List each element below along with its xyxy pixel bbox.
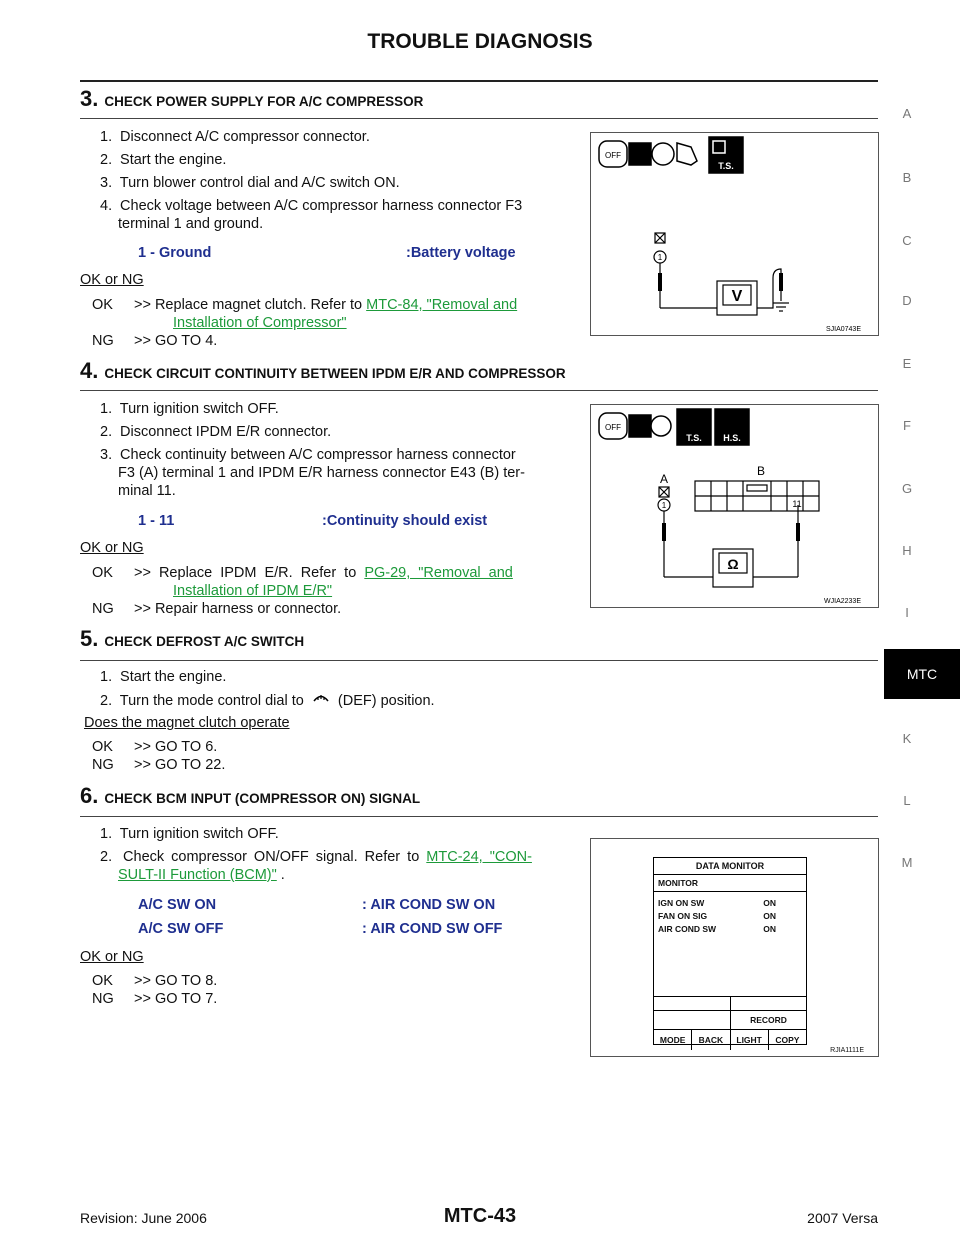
data-monitor-figure [590,838,879,1057]
step-4-heading [80,358,566,384]
monitor-row: FAN ON SIG ON [658,911,776,921]
step-3-item-1: 1. Disconnect A/C compressor connector. [100,129,370,145]
sidebar-letter-a[interactable]: A [902,106,912,121]
sidebar-letter-f[interactable]: F [903,418,911,433]
page-title: TROUBLE DIAGNOSIS [367,30,593,53]
step-rule [80,390,878,391]
step-6-heading [80,783,420,809]
svg-text:OFF: OFF [605,151,621,160]
step-4-item-3-cont: F3 (A) terminal 1 and IPDM E/R harness connector E43 (B) ter- [118,465,525,481]
svg-text:T.S.: T.S. [686,433,702,443]
step-6-item-2: 2. Check compressor ON/OFF signal. Refer to MTC-24, "CON- [100,849,532,865]
ok-or-ng-label: OK or NG [80,540,144,556]
link-pg-29[interactable]: PG-29, "Removal and [364,565,513,581]
pin-11-label: 11 [792,499,802,509]
spec-value: :Continuity should exist [322,513,488,529]
sidebar-letter-e[interactable]: E [902,356,912,371]
svg-text:V: V [731,288,743,305]
link-mtc-24[interactable]: MTC-24, "CON- [426,849,532,865]
connector-b-label: B [756,464,766,478]
step-3-item-4-cont: terminal 1 and ground. [118,216,264,232]
step-4-item-1: 1. Turn ignition switch OFF. [100,401,279,417]
step-title: CHECK BCM INPUT (COMPRESSOR ON) SIGNAL [104,791,421,806]
spec-value: : AIR COND SW ON [362,897,496,913]
footer-page-number: MTC-43 [443,1205,517,1227]
figure-code: WJIA2233E [824,598,861,605]
ok-result: OK >> Replace IPDM E/R. Refer to PG-29, "Removal and [92,565,513,581]
mode-button[interactable]: MODE [654,1030,692,1050]
link-mtc-84-cont[interactable]: Installation of Compressor" [173,315,347,331]
light-button[interactable]: LIGHT [731,1030,769,1050]
step-number: 5. [80,626,99,651]
step-3-item-2: 2. Start the engine. [100,152,227,168]
spec-label: A/C SW OFF [138,921,224,937]
spec-label: 1 - Ground [138,245,212,261]
sidebar-tab-mtc[interactable]: MTC [884,649,960,699]
figure-code: SJIA0743E [825,326,861,333]
ok-result: OK >> GO TO 6. [92,739,218,755]
step-3-heading [80,86,423,112]
spec-label: 1 - 11 [138,513,175,529]
continuity-check-diagram [591,405,878,607]
voltage-check-figure [590,132,879,336]
screen-buttons [654,1030,806,1050]
copy-button[interactable]: COPY [775,1035,800,1045]
sidebar-letter-h[interactable]: H [902,543,912,558]
footer-model: 2007 Versa [807,1210,878,1226]
link-pg-29-cont[interactable]: Installation of IPDM E/R" [173,583,333,599]
step-number: 4. [80,358,99,383]
spec-value: : AIR COND SW OFF [362,921,503,937]
defrost-icon [312,691,330,711]
step-5-heading [80,626,304,652]
step-title: CHECK DEFROST A/C SWITCH [104,634,305,649]
figure-code: RJIA1111E [830,1047,864,1054]
back-button[interactable]: BACK [692,1030,730,1050]
ok-result-cont [173,582,332,600]
step-number: 3. [80,86,99,111]
step-4-item-2: 2. Disconnect IPDM E/R connector. [100,424,332,440]
svg-text:T.S.: T.S. [718,161,734,171]
step-6-item-2-cont: SULT-II Function (BCM)" . [118,867,285,883]
ng-result: NG >> GO TO 4. [92,333,218,349]
pin-1-label: 1 [657,253,663,262]
spacer-row [654,997,806,1011]
sidebar-letter-m[interactable]: M [901,855,913,870]
screen-header: MONITOR [654,875,806,892]
ok-result: OK >> GO TO 8. [92,973,218,989]
step-rule [80,660,878,661]
consult-screen [653,857,807,1045]
link-mtc-84[interactable]: MTC-84, "Removal and [366,297,518,313]
step-title: CHECK POWER SUPPLY FOR A/C COMPRESSOR [104,94,424,109]
step-4-item-3-cont2: minal 11. [118,483,176,499]
svg-text:H.S.: H.S. [723,433,741,443]
link-mtc-24-cont[interactable]: SULT-II Function (BCM)" [118,867,277,883]
svg-text:Ω: Ω [727,556,739,572]
step-5-item-2: 2. Turn the mode control dial to (DEF) position. [100,691,435,711]
ng-result: NG >> Repair harness or connector. [92,601,342,617]
sidebar-letter-c[interactable]: C [902,233,912,248]
ng-result: NG >> GO TO 22. [92,757,226,773]
sidebar-letter-d[interactable]: D [902,293,912,308]
sidebar-letter-b[interactable]: B [902,170,912,185]
monitor-row: AIR COND SW ON [658,924,776,934]
footer-revision: Revision: June 2006 [80,1210,207,1226]
monitor-rows [654,892,806,997]
ng-result: NG >> GO TO 7. [92,991,218,1007]
ok-or-ng-label: OK or NG [80,272,144,288]
step-6-item-1: 1. Turn ignition switch OFF. [100,826,279,842]
step-3-item-4: 4. Check voltage between A/C compressor harness connector F3 [100,198,523,214]
screen-title: DATA MONITOR [654,858,806,875]
step-number: 6. [80,783,99,808]
spec-label: A/C SW ON [138,897,217,913]
step-rule [80,118,878,119]
ok-result-cont [173,314,347,332]
sidebar-letter-i[interactable]: I [905,605,909,620]
record-row [654,1011,806,1030]
sidebar-letter-l[interactable]: L [903,793,911,808]
step-title: CHECK CIRCUIT CONTINUITY BETWEEN IPDM E/R AND COMPRESSOR [104,366,566,381]
spec-value: :Battery voltage [406,245,516,261]
svg-text:OFF: OFF [605,423,621,432]
monitor-row: IGN ON SW ON [658,898,776,908]
ok-result: OK >> Replace magnet clutch. Refer to MTC-84, "Removal and [92,297,518,313]
sidebar-letter-g[interactable]: G [901,481,913,496]
step-4-item-3: 3. Check continuity between A/C compressor harness connector [100,447,516,463]
pin-1-label: 1 [661,501,667,510]
step-5-item-1: 1. Start the engine. [100,669,227,685]
step-rule [80,816,878,817]
sidebar-letter-k[interactable]: K [902,731,912,746]
continuity-check-figure [590,404,879,608]
connector-a-label: A [659,472,669,486]
question-label: Does the magnet clutch operate [84,715,290,731]
voltage-check-diagram [591,133,878,335]
header-rule [80,80,878,82]
step-3-item-3: 3. Turn blower control dial and A/C switch ON. [100,175,400,191]
record-button[interactable]: RECORD [750,1015,787,1025]
ok-or-ng-label: OK or NG [80,949,144,965]
